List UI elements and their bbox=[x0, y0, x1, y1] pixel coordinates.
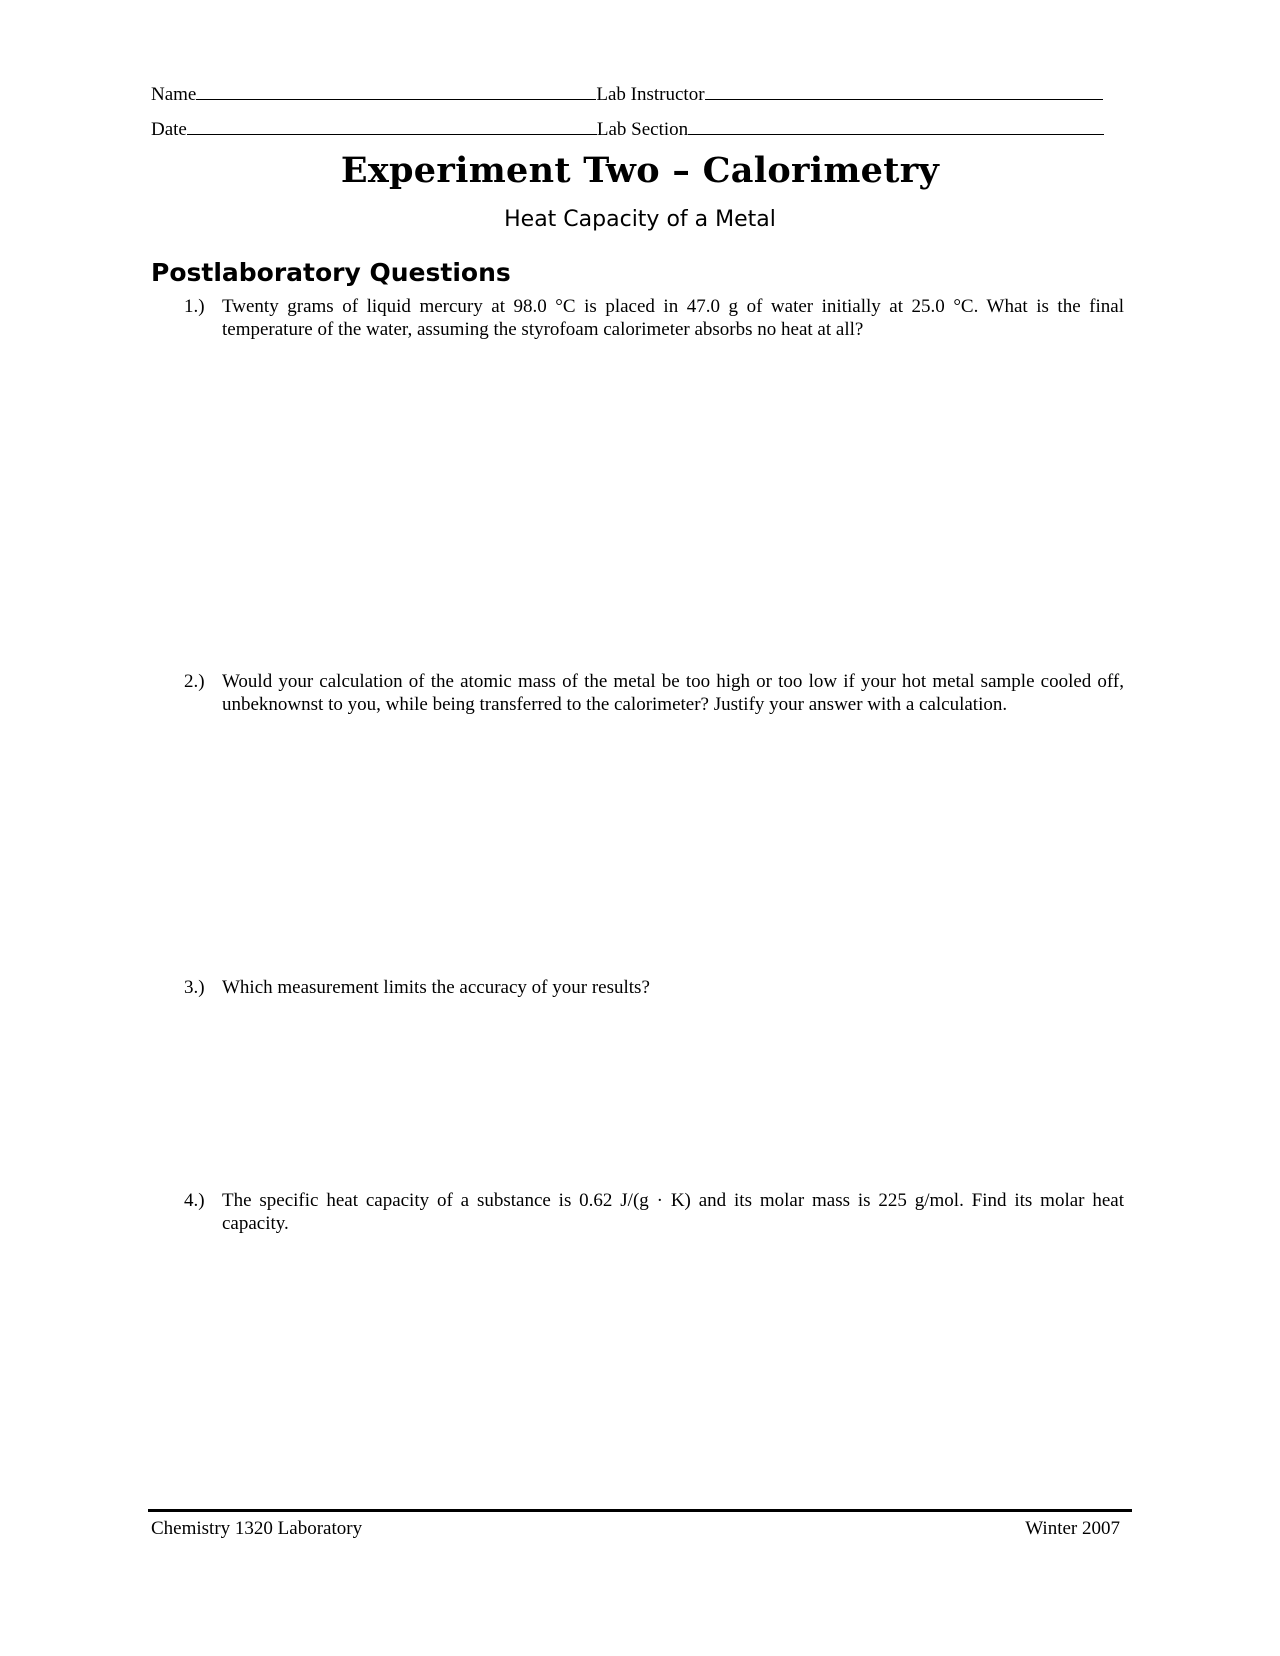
name-field[interactable] bbox=[196, 81, 596, 100]
footer-term: Winter 2007 bbox=[1025, 1518, 1120, 1539]
question-number: 2.) bbox=[184, 671, 205, 692]
question-text: Twenty grams of liquid mercury at 98.0 °C is placed in 47.0 g of water initially at 25.0 °C. What is the final temperature of the water, assuming the styrofoam calorimeter absorbs no heat at all? bbox=[222, 296, 1124, 340]
section-heading: Postlaboratory Questions bbox=[151, 258, 511, 287]
date-label: Date bbox=[151, 119, 187, 140]
question-2 bbox=[184, 670, 1124, 716]
footer-course: Chemistry 1320 Laboratory bbox=[151, 1518, 363, 1539]
page-subtitle: Heat Capacity of a Metal bbox=[504, 207, 776, 232]
name-instructor-row bbox=[151, 81, 1103, 106]
lab-instructor-label: Lab Instructor bbox=[596, 84, 705, 105]
lab-instructor-field[interactable] bbox=[705, 81, 1103, 100]
date-section-row bbox=[151, 116, 1104, 141]
question-4 bbox=[184, 1189, 1124, 1235]
lab-section-label: Lab Section bbox=[596, 119, 689, 140]
question-text: The specific heat capacity of a substance is 0.62 J/(g · K) and its molar mass is 225 g/mol. Find its molar heat capacity. bbox=[222, 1190, 1124, 1234]
question-text: Which measurement limits the accuracy of your results? bbox=[222, 977, 650, 998]
question-number: 4.) bbox=[184, 1190, 205, 1211]
question-number: 3.) bbox=[184, 977, 205, 998]
footer-divider bbox=[148, 1509, 1132, 1512]
name-label: Name bbox=[151, 84, 197, 105]
question-number: 1.) bbox=[184, 296, 205, 317]
question-1 bbox=[184, 295, 1124, 341]
question-text: Would your calculation of the atomic mass of the metal be too high or too low if your hot metal sample cooled off, unbeknownst to you, while being transferred to the calorimeter? Justify your answer with a calculation. bbox=[222, 671, 1124, 715]
lab-section-field[interactable] bbox=[688, 116, 1104, 135]
page-title: Experiment Two – Calorimetry bbox=[340, 150, 940, 191]
date-field[interactable] bbox=[187, 116, 597, 135]
question-3 bbox=[184, 976, 1124, 999]
